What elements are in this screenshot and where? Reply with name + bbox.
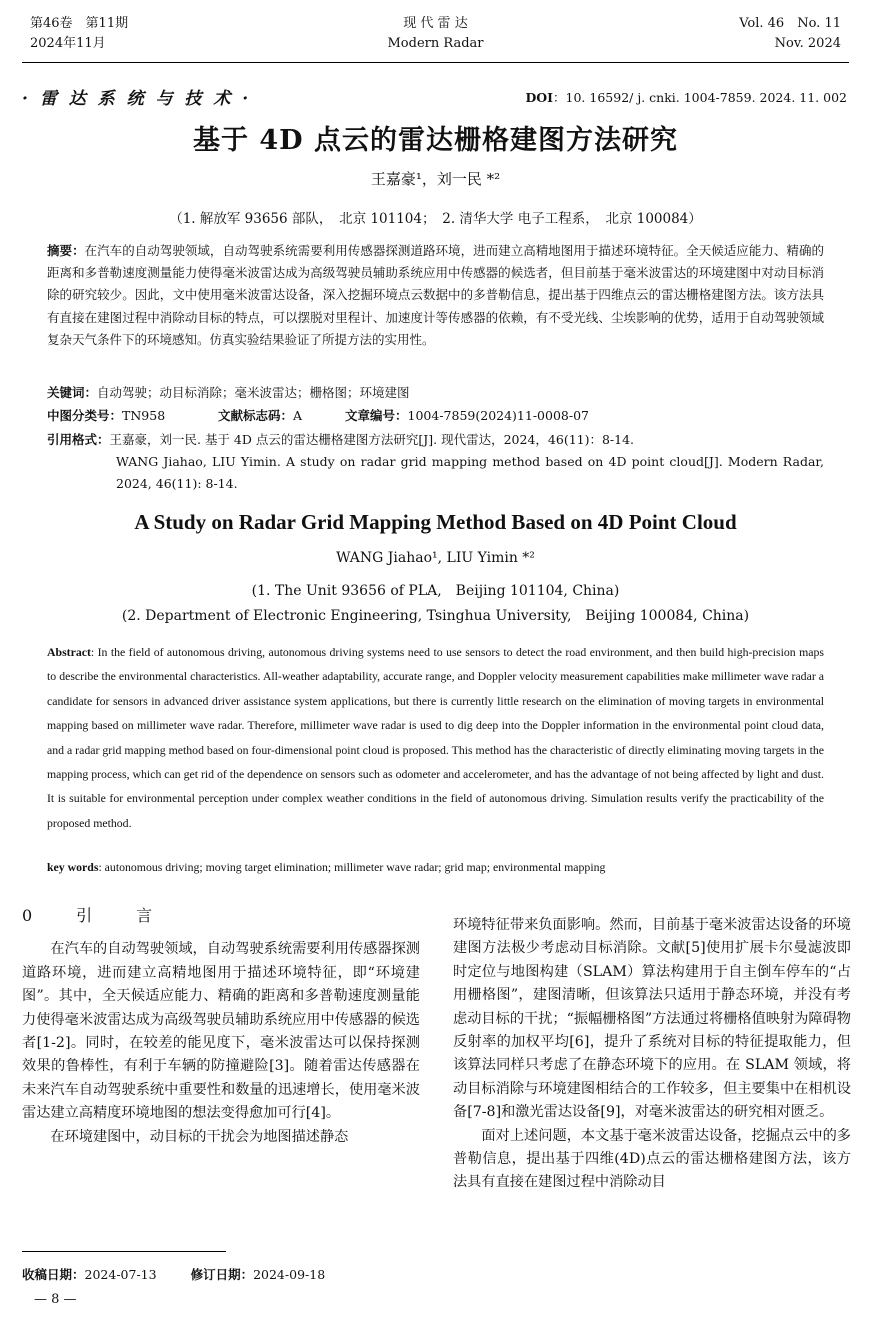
affiliation-cn: （1. 解放军 93656 部队， 北京 101104； 2. 清华大学 电子工程系， 北京 100084） xyxy=(169,211,702,227)
keywords-cn xyxy=(47,383,824,401)
header-volume-cn: 第46卷 第11期 xyxy=(30,16,129,31)
abstract-en-text: : In the field of autonomous driving, autonomous driving systems need to use sensors to detect the road environment, and then build high-precision maps to describe the environmental characteristics. All-weather adaptability, accurate range, and Doppler velocity measurement capabilities make millimeter wave radar a candidate for sensors in advanced driver assistance system applications, but there is currently little research on the elimination of moving targets in environmental mapping based on millimeter wave radar. Therefore, millimeter wave radar is used to dig deep into the Doppler information in the environmental point cloud data, and a radar grid mapping method based on four-dimensional point cloud is proposed. This method has the characteristic of directly eliminating moving targets in the mapping process, which can get rid of the dependence on sensors such as odometer and accelerometer, and has the advantage of not being affected by light and dust. It is suitable for environmental perception under complex weather conditions in the field of autonomous driving. Simulation results verify the practicability of the proposed method. xyxy=(47,645,824,830)
keywords-en xyxy=(47,860,824,875)
body-paragraph: 环境特征带来负面影响。然而，目前基于毫米波雷达设备的环境建图方法极少考虑动目标消除。文献[5]使用扩展卡尔曼滤波即时定位与地图构建（SLAM）算法构建用于自主倒车停车的“占用栅格图”，建图清晰，但该算法只适用于静态环境，并没有考虑动目标的干扰；“振幅栅格图”方法通过将栅格值映射为障碍物反射率的加权平均[6]，提升了系统对目标的特征提取能力，但该算法同样只考虑了在静态环境下的应用。在 SLAM 领域，将动目标消除与环境建图相结合的工作较多，但主要集中在相机设备[7-8]和激光雷达设备[9]，对毫米波雷达的研究相对匮乏。 xyxy=(453,917,851,1121)
page-number: — 8 — xyxy=(34,1292,77,1307)
abstract-en-label: Abstract xyxy=(47,645,91,659)
header-rule xyxy=(22,62,849,63)
doi-label: DOI xyxy=(525,90,554,105)
authors-en: WANG Jiahao¹, LIU Yimin *² xyxy=(336,550,535,566)
doi-value[interactable]: ：10. 16592/ j. cnki. 1004-7859. 2024. 11. 002 xyxy=(553,90,847,105)
section-heading: 0 引 言 xyxy=(22,906,167,925)
header-volume-en xyxy=(739,14,841,54)
header-journal xyxy=(30,14,841,54)
header-date-en: Nov. 2024 xyxy=(774,36,841,51)
doi[interactable] xyxy=(525,88,847,106)
citation-label: 引用格式： xyxy=(47,432,110,447)
title-cn: 基于 4D 点云的雷达栅格建图方法研究 xyxy=(193,125,678,156)
abstract-cn-text: 在汽车的自动驾驶领域，自动驾驶系统需要利用传感器探测道路环境，进而建立高精地图用于描述环境特征。全天候适应能力、精确的距离和多普勒速度测量能力使得毫米波雷达成为高级驾驶员辅助系统应用中传感器的候选者，但目前基于毫米波雷达的环境建图中对动目标消除的研究较少。因此，文中使用毫米波雷达设备，深入挖掘环境点云数据中的多普勒信息，提出基于四维点云的雷达栅格建图方法。该方法具有直接在建图过程中消除动目标的特点，可以摆脱对里程计、加速度计等传感器的依赖，有不受光线、尘埃影响的优势，适用于自动驾驶领域复杂天气条件下的环境感知。仿真实验结果验证了所提方法的实用性。 xyxy=(47,243,824,347)
footnote-rule xyxy=(22,1251,226,1252)
running-header xyxy=(30,14,841,58)
revised-label: 修订日期： xyxy=(190,1267,254,1282)
keywords-en-text: : autonomous driving; moving target elimination; millimeter wave radar; grid map; environmental mapping xyxy=(98,860,606,874)
body-paragraph: 面对上述问题，本文基于毫米波雷达设备，挖掘点云中的多普勒信息，提出基于四维(4D)点云的雷达栅格建图方法，该方法具有直接在建图过程中消除动目 xyxy=(453,1127,851,1191)
body-paragraph: 在汽车的自动驾驶领域，自动驾驶系统需要利用传感器探测道路环境，进而建立高精地图用于描述环境特征，即“环境建图”。其中，全天候适应能力、精确的距离和多普勒速度测量能力使得毫米波雷达成为高级驾驶员辅助系统应用中传感器的候选者[1-2]。同时，在较差的能见度下，毫米波雷达可以保持探测效果的鲁棒性，有利于车辆的防撞避险[3]。随着雷达传感器在未来汽车自动驾驶系统中重要性和数量的迅速增长，使用毫米波雷达建立高精度环境地图的想法变得愈加可行[4]。 xyxy=(22,941,420,1122)
article-number-value: 1004-7859(2024)11-0008-07 xyxy=(407,408,589,423)
authors-cn: 王嘉豪¹，刘一民 *² xyxy=(370,170,501,188)
doc-code-label: 文献标志码： xyxy=(218,408,294,423)
article-number-label: 文章编号： xyxy=(345,408,408,423)
abstract-cn xyxy=(47,240,824,351)
abstract-en xyxy=(47,640,824,835)
doc-code-value: A xyxy=(293,408,303,423)
body-column-right xyxy=(453,914,851,1195)
keywords-en-label: key words xyxy=(47,860,99,874)
affiliation-en-2: (2. Department of Electronic Engineering, Tsinghua University, Beijing 100084, China) xyxy=(121,608,750,624)
citation-cn: 王嘉豪，刘一民. 基于 4D 点云的雷达栅格建图方法研究[J]. 现代雷达，2024，46(11)：8-14. xyxy=(109,432,635,447)
revised-date: 2024-09-18 xyxy=(253,1267,326,1282)
citation-block xyxy=(47,429,824,495)
citation-en: WANG Jiahao, LIU Yimin. A study on radar grid mapping method based on 4D point cloud[J]. Modern Radar, 2024, 46(11): 8-14. xyxy=(116,454,824,491)
clc-value: TN958 xyxy=(122,408,166,423)
received-date: 2024-07-13 xyxy=(84,1267,157,1282)
header-journal-en: Modern Radar xyxy=(387,36,484,51)
classification-line xyxy=(47,406,824,424)
body-paragraph: 在环境建图中，动目标的干扰会为地图描述静态 xyxy=(50,1128,349,1145)
body-column-left xyxy=(22,904,420,1149)
abstract-cn-label: 摘要： xyxy=(47,243,85,258)
keywords-cn-label: 关键词： xyxy=(47,385,98,400)
section-tag: · 雷 达 系 统 与 技 术 · xyxy=(22,89,252,109)
footnote-dates xyxy=(22,1265,325,1283)
received-label: 收稿日期： xyxy=(22,1267,85,1282)
header-date-cn: 2024年11月 xyxy=(30,36,106,51)
affiliation-en-1: (1. The Unit 93656 of PLA, Beijing 101104, China) xyxy=(251,583,620,599)
header-vol-en: Vol. 46 No. 11 xyxy=(739,16,841,31)
header-journal-cn: 现 代 雷 达 xyxy=(403,16,468,31)
title-en: A Study on Radar Grid Mapping Method Based on 4D Point Cloud xyxy=(134,510,737,534)
keywords-cn-text: 自动驾驶；动目标消除；毫米波雷达；栅格图；环境建图 xyxy=(97,385,410,400)
clc-label: 中图分类号： xyxy=(47,408,123,423)
